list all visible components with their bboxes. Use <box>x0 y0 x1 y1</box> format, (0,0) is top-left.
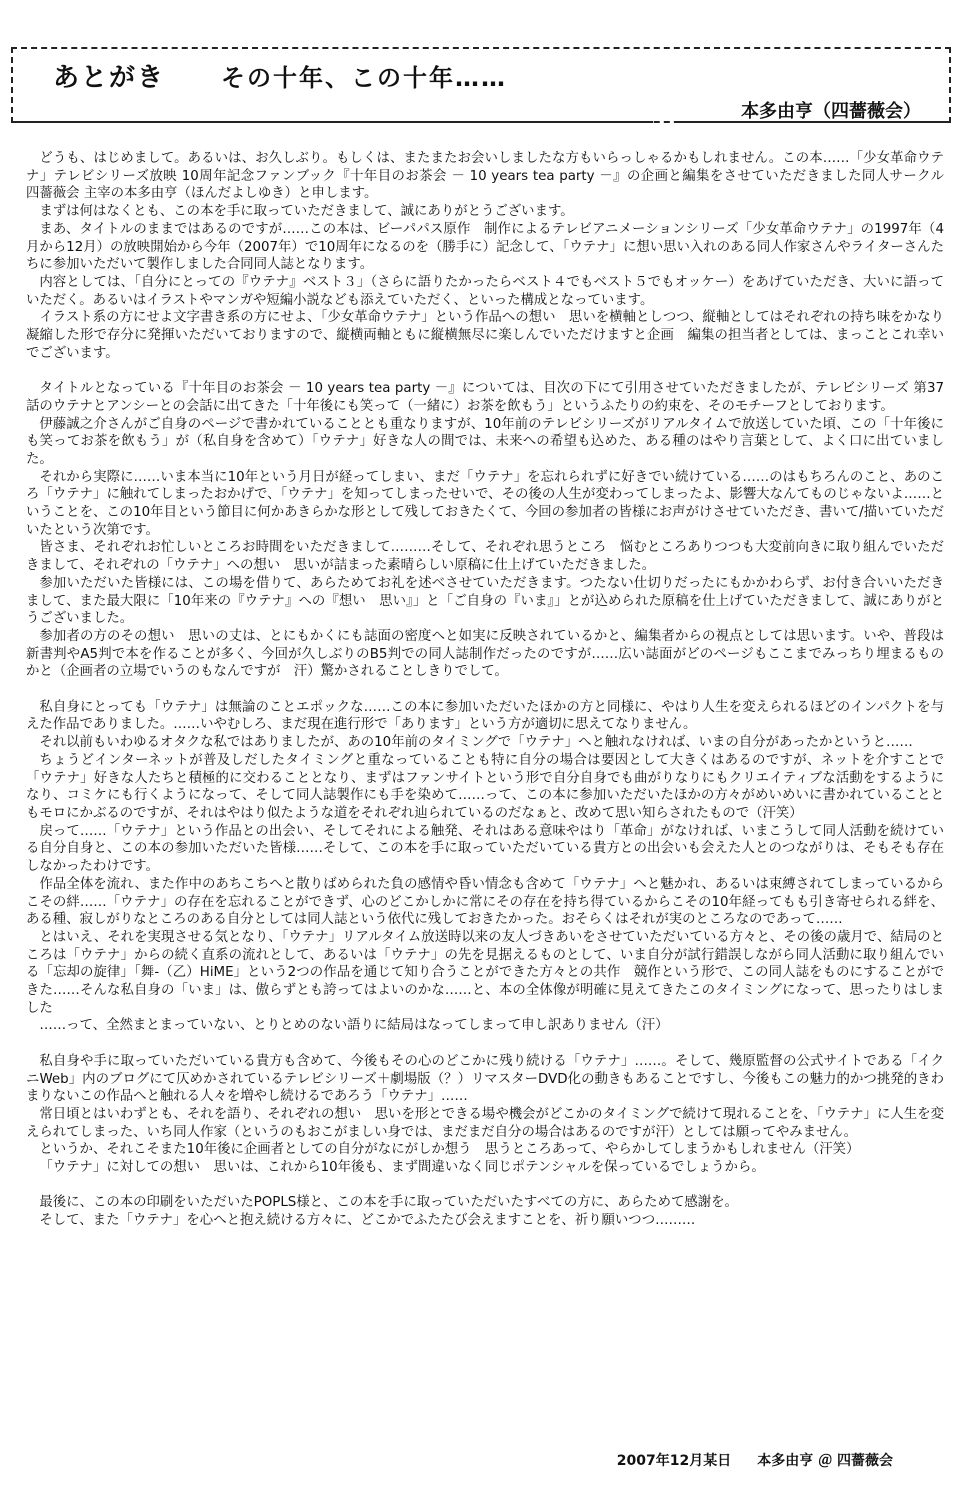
paragraph-gap <box>26 681 944 699</box>
paragraph: それ以前もいわゆるオタクな私ではありましたが、あの10年前のタイミングで「ウテナ」へと触れなければ、いまの自分があったかというと…… <box>39 735 913 751</box>
page-title <box>53 57 507 94</box>
paragraph-gap <box>26 1177 944 1195</box>
body-text <box>26 150 958 1230</box>
paragraph: イラスト系の方にせよ文字書き系の方にせよ、「少女革命ウテナ」という作品への想い 思いを横軸としつつ、縦軸としてはそれぞれの持ち味をかなり凝縮した形で存分に発揮いただいておりますので、縦横両軸ともに縦横無尽に楽しんでいただけますと企画 編集の担当者としては、まっことこれ幸いでございます。 <box>26 310 944 361</box>
signature-author: 本多由亨 ＠ 四薔薇会 <box>757 1453 893 1469</box>
paragraph: どうも、はじめまして。あるいは、お久しぶり。もしくは、またまたお会いしましたな方もいらっしゃるかもしれません。この本……「少女革命ウテナ」テレビシリーズ放映 10周年記念ファンブック『十年目のお茶会 － 10 years tea party －』の企画と編集をさせていただきました同人サークル 四薔薇会 主宰の本多由亨（ほんだよしゆき）と申します。 <box>26 151 958 202</box>
paragraph: 最後に、この本の印刷をいただいたPOPLS様と、この本を手に取っていただいたすべての方に、あらためて感謝を。 <box>39 1195 738 1211</box>
paragraph: 戻って……「ウテナ」という作品との出会い、そしてそれによる触発、それはある意味やはり「革命」がなければ、いまこうして同人活動を続けている自分自身と、この本の参加いただいた皆様……そして、この本を手に取っていただいている貴方との出会いも会えた人とのつながりは、そもそも存在しなかったわけです。 <box>26 823 944 875</box>
paragraph: 参加いただいた皆様には、この場を借りて、あらためてお礼を述べさせていただきます。つたない仕切りだったにもかかわらず、お付き合いいただきまして、また最大限に「10年来の『ウテナ』への『想い 思い』」と「ご自身の『いま』」とが込められた原稿を仕上げていただきまして、誠にありがとうございました。 <box>26 575 944 627</box>
paragraph: ……って、全然まとまっていない、とりとめのない語りに結局はなってしまって申し訳ありません（汗） <box>39 1018 669 1034</box>
paragraph: タイトルとなっている『十年目のお茶会 － 10 years tea party －』については、目次の下にて引用させていただきましたが、テレビシリーズ 第37話のウテナとアンシーとの会話に出てきた「十年後にも笑って（一緒に）お茶を飲もう」というふたりの約束を、そのモチーフとしております。 <box>26 381 944 414</box>
paragraph: それから実際に……いま本当に10年という月日が経ってしまい、まだ「ウテナ」を忘れられずに好きでい続けている……のはもちろんのこと、あのころ「ウテナ」に触れてしまったおかげで、「ウテナ」を知ってしまったせいで、その後の人生が変わってしまったよ、影響大なんてものじゃないよ……ということを、この10年目という節目に何かあきらかな形として残しておきたくて、今回の参加者の皆様にお声がけさせていただき、書いて/描いていただいたという次第です。 <box>26 469 944 538</box>
author-credit: 本多由亨（四薔薇会） <box>741 101 921 122</box>
paragraph-gap <box>26 1035 944 1053</box>
paragraph: 作品全体を流れ、また作中のあちこちへと散りばめられた負の感情や昏い情念も含めて「ウテナ」へと魅かれ、あるいは束縛されてしまっているからこその絆……「ウテナ」の存在を忘れることができず、心のどこかしかに常にその存在を持ち得ているからこその10年経ってもも引き寄せられる絆を、ある種、寂しがりなところのある自分としては同人誌という依代に残しておきたかった。おそらくはそれが実のところなのであって…… <box>26 876 944 928</box>
title-box <box>11 47 951 123</box>
paragraph: 私自身や手に取っていただいている貴方も含めて、今後もその心のどこかに残り続ける「ウテナ」……。そして、幾原監督の公式サイトである「イクニWeb」内のブログにて仄めかされているテレビシリーズ＋劇場版（？）リマスターDVD化の動きもあることですし、今後もこの魅力的かつ挑発的きわまりないこの作品へと触れる人々を増やし続けるであろう「ウテナ」…… <box>26 1053 944 1105</box>
paragraph: 伊藤誠之介さんがご自身のページで書かれていることとも重なりますが、10年前のテレビシリーズがリアルタイムで放送していた頃、この「十年後にも笑ってお茶を飲もう」が（私自身を含めて）「ウテナ」好きな人の間では、未来への希望も込めた、ある種のはやり言葉として、よく口に出ていました。 <box>26 416 944 467</box>
signature <box>617 1450 893 1470</box>
paragraph: 「ウテナ」に対しての想い 思いは、これから10年後も、まず間違いなく同じポテンシャルを保っているでしょうから。 <box>39 1160 765 1176</box>
paragraph: 常日頃とはいわずとも、それを語り、それぞれの想い 思いを形とできる場や機会がどこかのタイミングで続けて現れることを、「ウテナ」に人生を変えられてしまった、いち同人作家（というのもおこがましい身では、まだまだ自分の場合はあるのですが汗）としては願ってやみません。 <box>26 1106 944 1140</box>
paragraph: というか、それこそまた10年後に企画者としての自分がなにがしか想う 思うところあって、やらかしてしまうかもしれません（汗笑） <box>39 1142 860 1158</box>
paragraph-gap <box>26 362 944 380</box>
paragraph: まずは何はなくとも、この本を手に取っていただきまして、誠にありがとうございます。 <box>39 204 574 220</box>
paragraph: まあ、タイトルのままではあるのですが……この本は、ビーパパス原作 制作によるテレビアニメーションシリーズ「少女革命ウテナ」の1997年（4月から12月）の放映開始から今年（2007年）で10周年になるのを（勝手に）記念して、「ウテナ」に想い思い入れのある同人作家さんやライターさんたちに参加いただいて製作しました合同同人誌となります。 <box>26 221 944 273</box>
paragraph: 皆さま、それぞれお忙しいところお時間をいただきまして………そして、それぞれ思うところ 悩むところありつつも大変前向きに取り組んでいただきまして、それぞれの「ウテナ」への想い 思いが詰まった素晴らしい原稿に仕上げていただきました。 <box>26 540 944 574</box>
signature-date: 2007年12月某日 <box>616 1453 732 1469</box>
title-subtitle: その十年、この十年…… <box>221 64 508 92</box>
paragraph: 内容としては、「自分にとっての『ウテナ』ベスト３」（さらに語りたかったらベスト４でもベスト５でもオッケー）をあげていただき、大いに語っていただく。あるいはイラストやマンガや短編小説なども添えていただく、といった構成となっています。 <box>26 274 944 308</box>
paragraph: ちょうどインターネットが普及しだしたタイミングと重なっていることも特に自分の場合は要因として大きくはあるのですが、ネットを介すことで「ウテナ」好きな人たちと積極的に交わることとなり、まずはファンサイトという形で自分自身でも曲がりなりにもクリエイティブな活動をするようになり、コミケにも行くようになって、そして同人誌製作にも手を染めて……って、この本に参加いただいたほかの方々がめいめいに書かれていることともモロにかぶるのですが、それはやはり似たような道をそれぞれ辿られているのだなぁと、改めて思い知らされたもので（汗笑） <box>26 752 944 821</box>
paragraph: そして、また「ウテナ」を心へと抱え続ける方々に、どこかでふたたび会えますことを、祈り願いつつ……… <box>39 1213 696 1229</box>
paragraph: 私自身にとっても「ウテナ」は無論のことエポックな……この本に参加いただいたほかの方と同様に、やはり人生を変えられるほどのインパクトを与えた作品でありました。……いやむしろ、まだ現在進行形で「あります」という方が適切に思えてなりません。 <box>26 699 944 733</box>
title-main: あとがき <box>53 63 166 93</box>
paragraph: 参加者の方のその想い 思いの丈は、とにもかくにも誌面の密度へと如実に反映されているかと、編集者からの視点としては思います。いや、普段は新書判やA5判で本を作ることが多く、今回が久しぶりのB5判での同人誌制作だったのですが……広い誌面がどのページもここまでみっちり埋まるものかと（企画者の立場でいうのもなんですが 汗）驚かされることしきりでして。 <box>26 628 944 680</box>
paragraph: とはいえ、それを実現させる気となり、「ウテナ」リアルタイム放送時以来の友人づきあいをさせていただいている方々と、その後の歳月で、結局のところは「ウテナ」からの続く直系の流れとして、あるいは「ウテナ」の先を見据えるものとして、いま自分が試行錯誤しながら同人活動に取り組んでいる「忘却の旋律」「舞-（乙）HiME」という2つの作品を通じて知り合うことができた方々との共作 競作という形で、この同人誌をものにすることができた……そんな私自身の「いま」は、傲らずとも誇ってはよいのかな……と、本の全体像が明確に見えてきたこのタイミングになって、思ったりはしました <box>26 929 944 1016</box>
divider-left <box>13 121 653 123</box>
